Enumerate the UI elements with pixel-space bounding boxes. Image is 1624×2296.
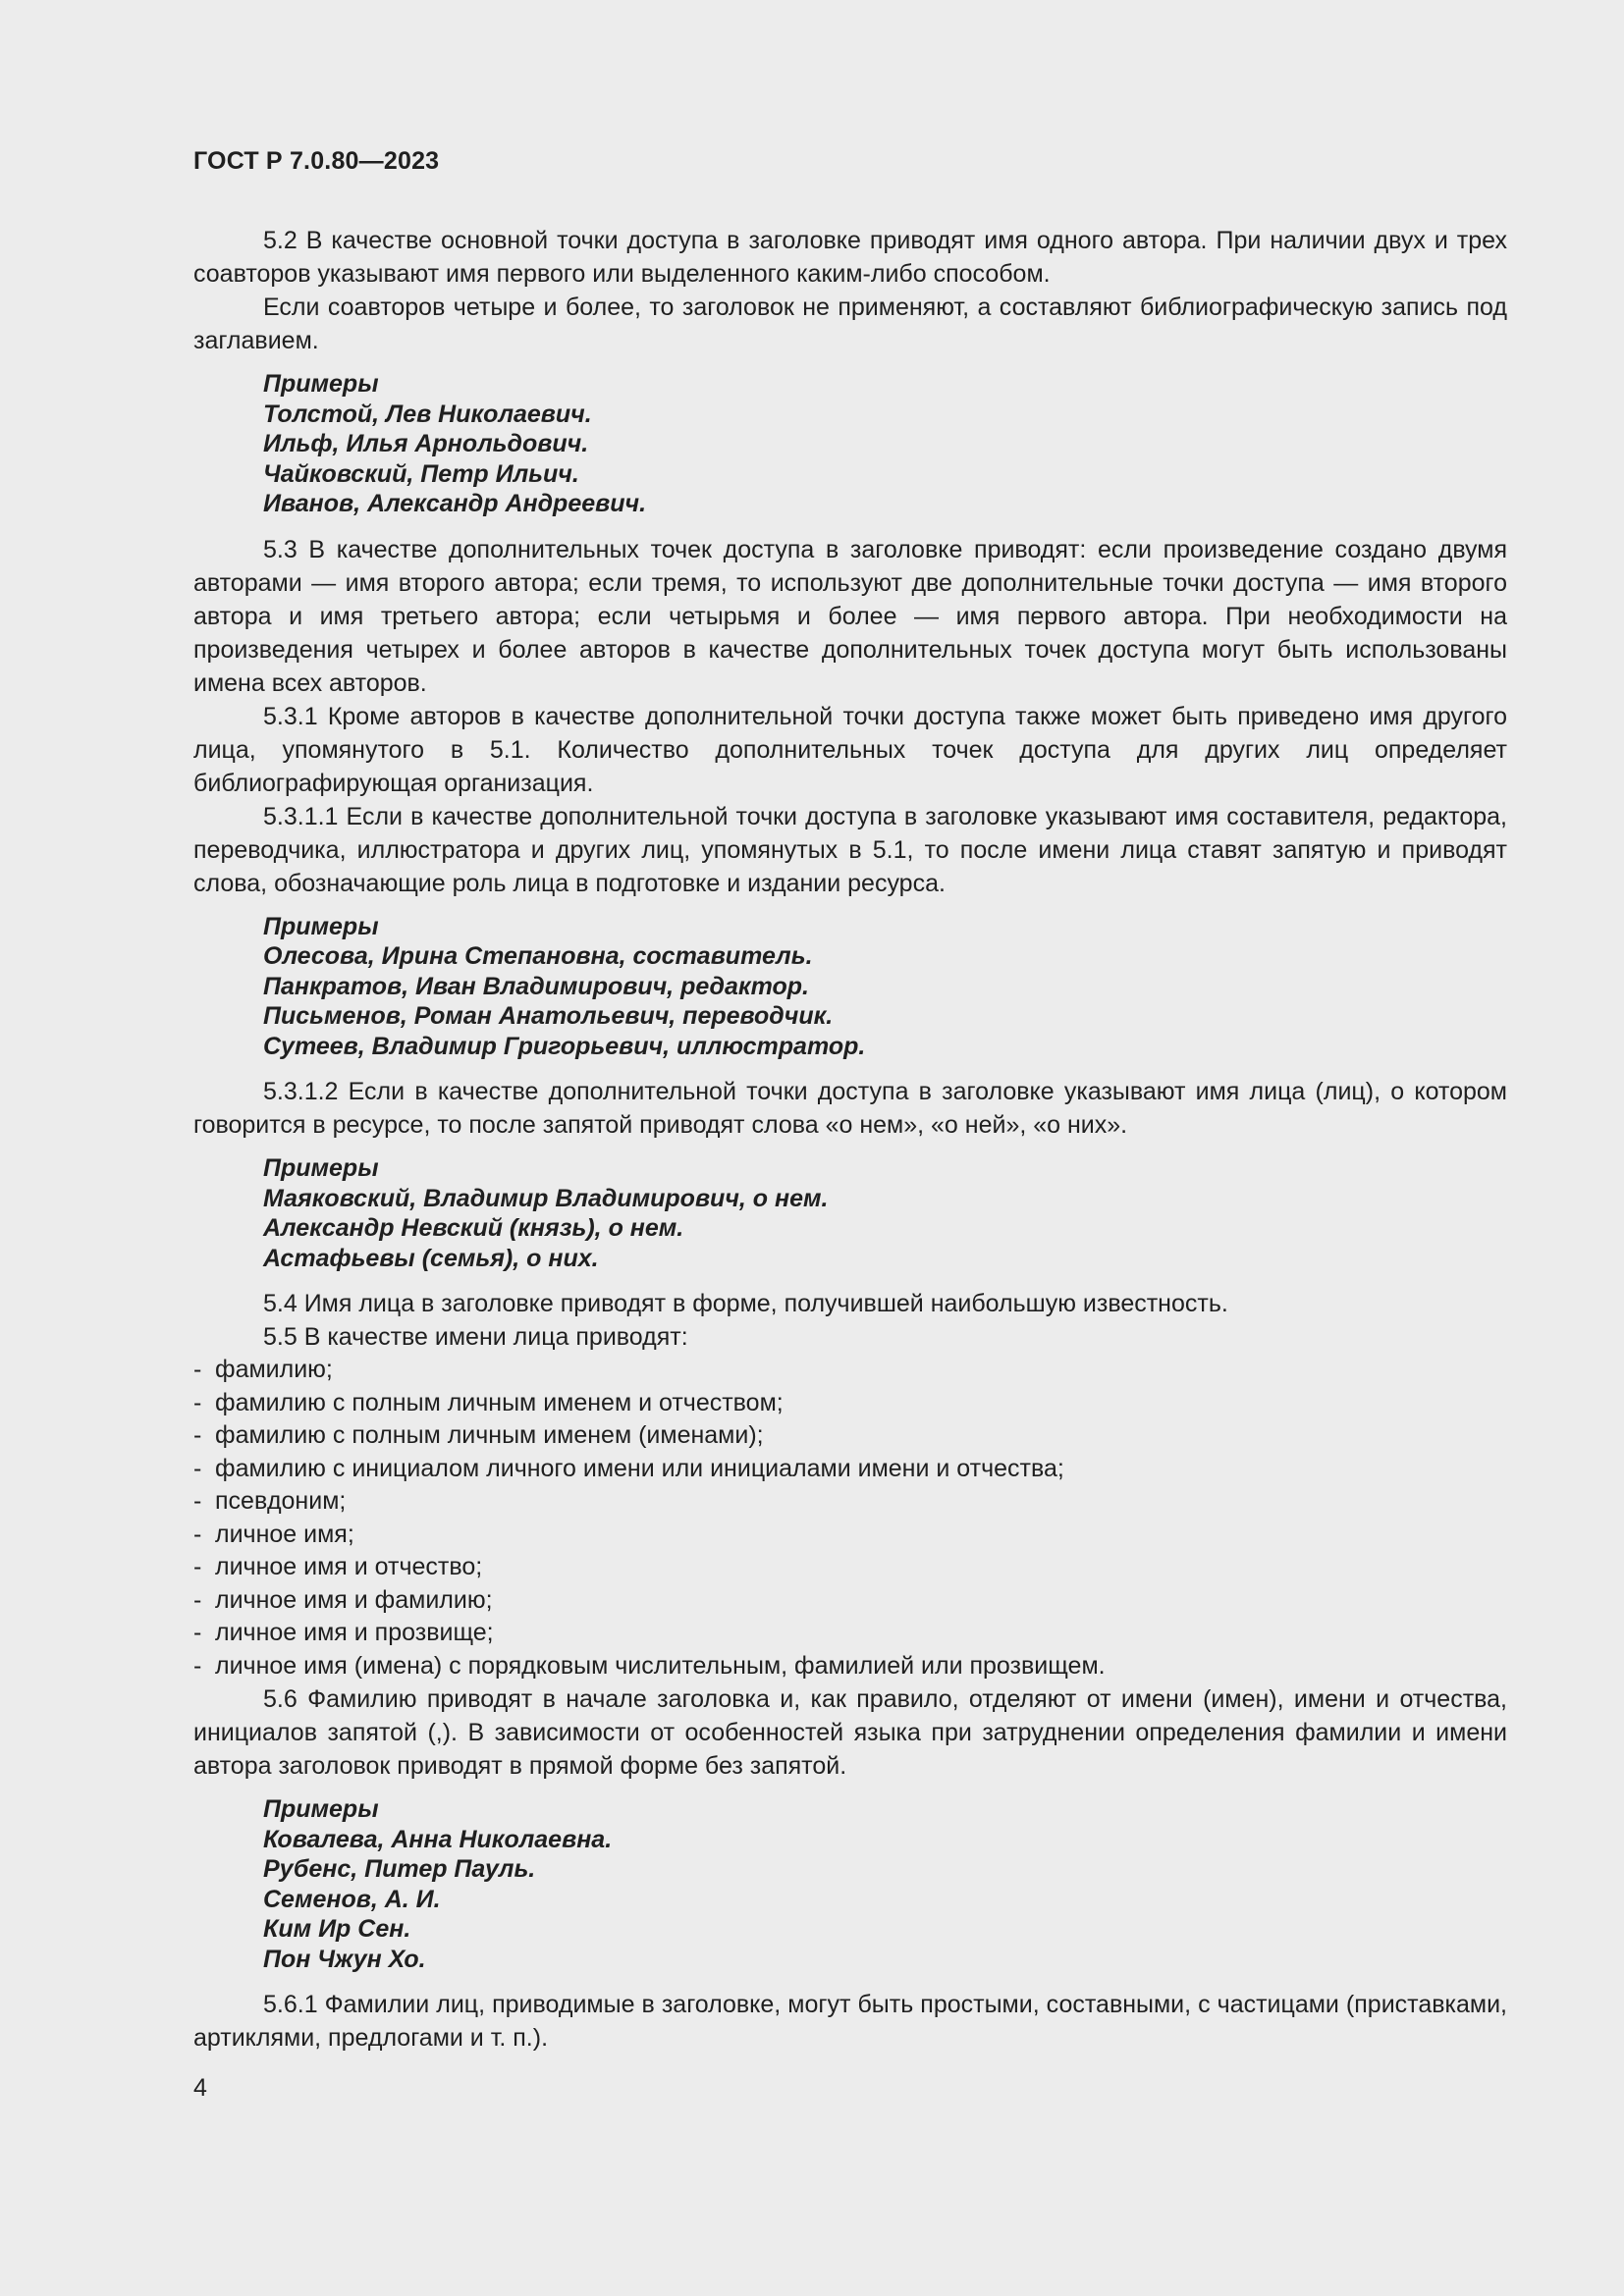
list-item: - фамилию с полным личным именем и отчеством; [193, 1388, 784, 1416]
name-forms-list [193, 1354, 1507, 1682]
paragraph-5-3-1: 5.3.1 Кроме авторов в качестве дополнительной точки доступа также может быть приведено имя другого лица, упомянутого в 5.1. Количество дополнительных точек доступа для других лиц определяет библиографирующая организация. [193, 702, 1507, 797]
example-item: Семенов, А. И. [263, 1885, 441, 1913]
paragraph-5-2: 5.2 В качестве основной точки доступа в заголовке приводят имя одного автора. При наличии двух и трех соавторов указывают имя первого или выделенного каким-либо способом. [193, 227, 1507, 288]
example-item: Александр Невский (князь), о нем. [263, 1214, 684, 1242]
example-item: Ким Ир Сен. [263, 1915, 411, 1943]
list-item: - личное имя; [193, 1520, 354, 1548]
example-item: Иванов, Александр Андреевич. [263, 490, 647, 517]
example-item: Ковалева, Анна Николаевна. [263, 1825, 613, 1853]
examples-heading: Примеры [263, 912, 379, 940]
paragraph-5-6-1: 5.6.1 Фамилии лиц, приводимые в заголовке, могут быть простыми, составными, с частицами (приставками, артиклями, предлогами и т. п.). [193, 1991, 1507, 2052]
examples-block-4 [263, 1794, 1507, 1974]
example-item: Олесова, Ирина Степановна, составитель. [263, 942, 813, 970]
examples-block-1 [263, 369, 1507, 519]
example-item: Пон Чжун Хо. [263, 1945, 426, 1973]
examples-block-2 [263, 912, 1507, 1062]
example-item: Чайковский, Петр Ильич. [263, 459, 579, 488]
example-item: Толстой, Лев Николаевич. [263, 400, 592, 428]
list-item: - фамилию; [193, 1356, 333, 1383]
paragraph-5-3-1-1: 5.3.1.1 Если в качестве дополнительной точки доступа в заголовке указывают имя составителя, редактора, переводчика, иллюстратора и других лиц, упомянутых в 5.1, то после имени лица ставят запятую и приводят слова, обозначающие роль лица в подготовке и издании ресурса. [193, 802, 1507, 897]
examples-heading: Примеры [263, 1795, 379, 1823]
list-item: - личное имя и прозвище; [193, 1619, 494, 1646]
examples-block-3 [263, 1153, 1507, 1273]
example-item: Астафьевы (семья), о них. [263, 1244, 599, 1272]
paragraph-5-2-b: Если соавторов четыре и более, то заголовок не применяют, а составляют библиографическую запись под заглавием. [193, 294, 1507, 354]
paragraph-5-6: 5.6 Фамилию приводят в начале заголовка и, как правило, отделяют от имени (имен), имени и отчества, инициалов запятой (,). В зависимости от особенностей языка при затруднении определения фамилии и имени автора заголовок приводят в прямой форме без запятой. [193, 1685, 1507, 1780]
paragraph-5-5: 5.5 В качестве имени лица приводят: [263, 1323, 688, 1351]
examples-heading: Примеры [263, 370, 379, 398]
list-item: - псевдоним; [193, 1487, 347, 1515]
example-item: Ильф, Илья Арнольдович. [263, 430, 589, 457]
list-item: - фамилию с инициалом личного имени или инициалами имени и отчества; [193, 1454, 1064, 1482]
paragraph-5-3-1-2: 5.3.1.2 Если в качестве дополнительной точки доступа в заголовке указывают имя лица (лиц), о котором говорится в ресурсе, то после запятой приводят слова «о нем», «о ней», «о них». [193, 1078, 1507, 1139]
list-item: - личное имя и фамилию; [193, 1585, 493, 1614]
list-item: - фамилию с полным личным именем (именами); [193, 1421, 764, 1449]
example-item: Письменов, Роман Анатольевич, переводчик. [263, 1002, 834, 1030]
example-item: Панкратов, Иван Владимирович, редактор. [263, 972, 809, 1000]
paragraph-5-4: 5.4 Имя лица в заголовке приводят в форме, получившей наибольшую известность. [263, 1290, 1228, 1317]
example-item: Рубенс, Питер Пауль. [263, 1855, 536, 1883]
document-body [193, 224, 1507, 2055]
list-item: - личное имя и отчество; [193, 1553, 483, 1580]
page-number: 4 [193, 2074, 207, 2102]
list-item: - личное имя (имена) с порядковым числительным, фамилией или прозвищем. [193, 1651, 1106, 1680]
example-item: Сутеев, Владимир Григорьевич, иллюстратор. [263, 1032, 866, 1060]
examples-heading: Примеры [263, 1154, 379, 1182]
document-header: ГОСТ Р 7.0.80—2023 [193, 147, 440, 175]
paragraph-5-3: 5.3 В качестве дополнительных точек доступа в заголовке приводят: если произведение создано двумя авторами — имя второго автора; если тремя, то используют две дополнительные точки доступа — имя второго автора и имя третьего автора; если четырьмя и более — имя первого автора. При необходимости на произведения четырех и более авторов в качестве дополнительных точек доступа могут быть использованы имена всех авторов. [193, 535, 1507, 697]
example-item: Маяковский, Владимир Владимирович, о нем. [263, 1184, 829, 1212]
